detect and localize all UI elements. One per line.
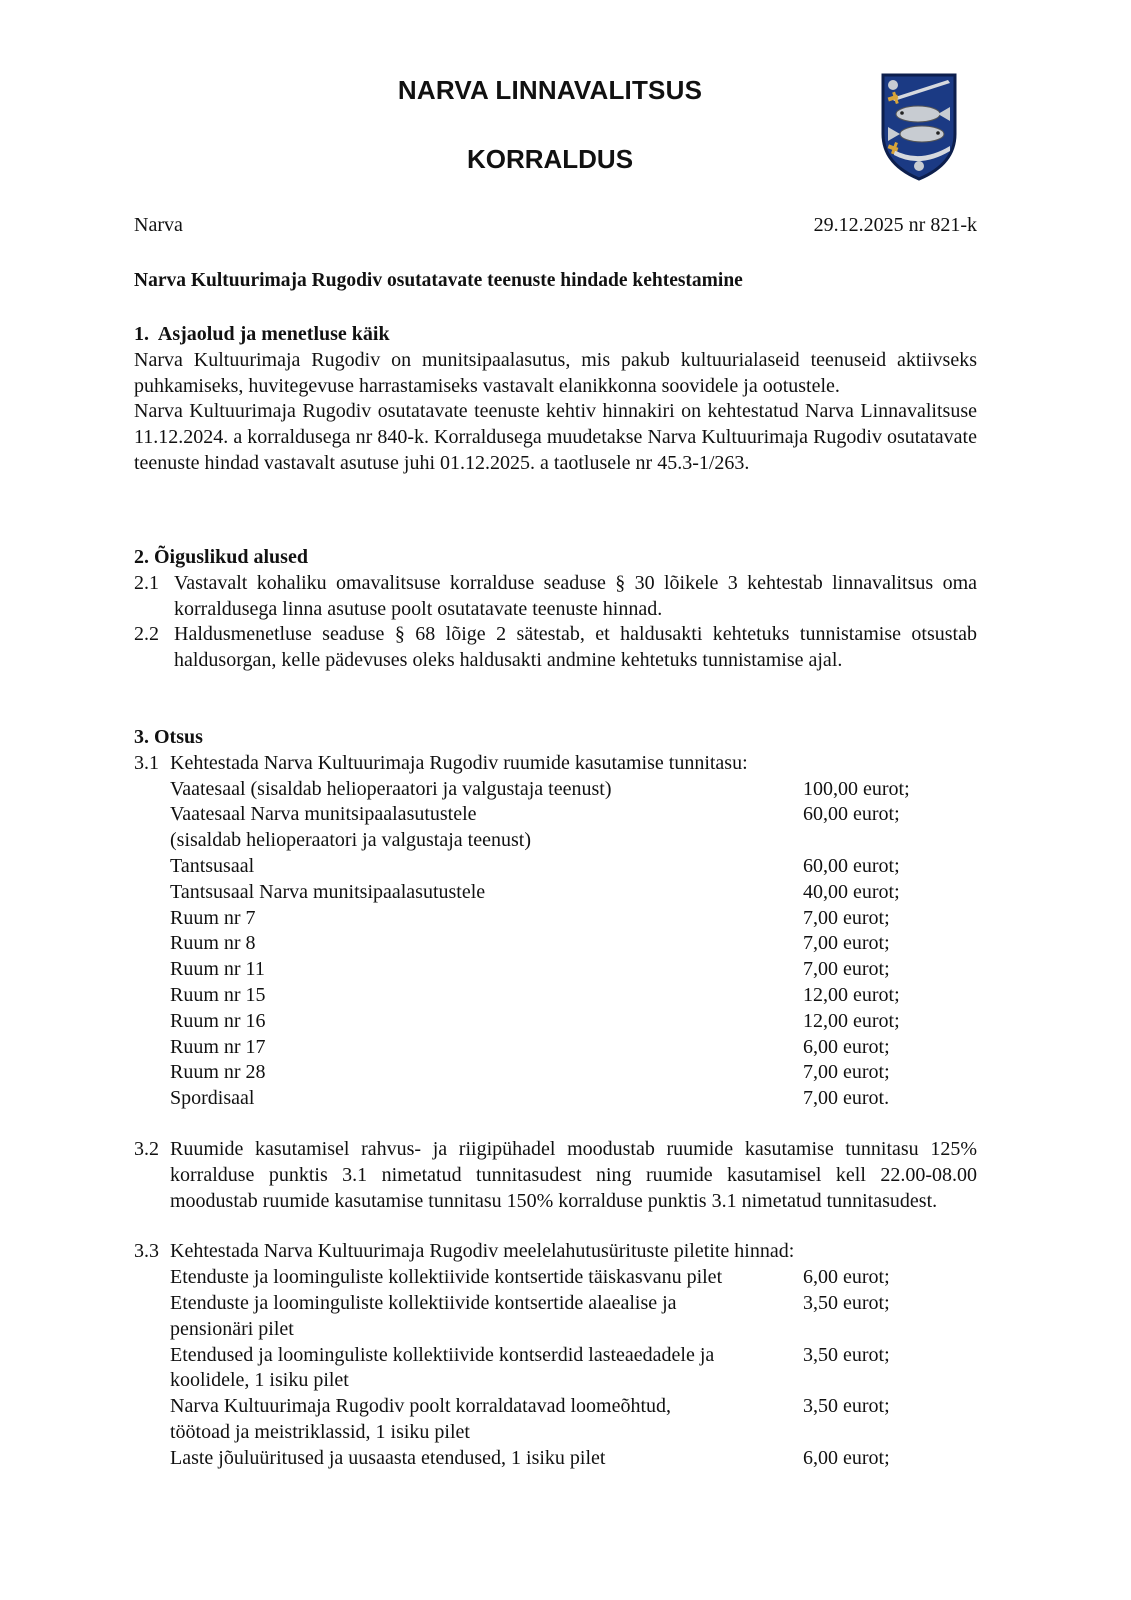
clause-number: 3.3 bbox=[134, 1240, 159, 1263]
room-name: Ruum nr 16 bbox=[170, 1009, 266, 1032]
ticket-type: Etenduste ja loominguliste kollektiivide kontsertide alaealise ja pensionäri pilet bbox=[170, 1291, 677, 1340]
room-price: 100,00 eurot; bbox=[803, 777, 910, 800]
ticket-price: 3,50 eurot; bbox=[803, 1395, 890, 1418]
ticket-price: 6,00 eurot; bbox=[803, 1266, 890, 1289]
price-row bbox=[170, 1446, 977, 1472]
room-name: Tantsusaal bbox=[170, 854, 255, 877]
clause-3-2 bbox=[134, 1137, 977, 1214]
room-price: 7,00 eurot; bbox=[803, 1061, 890, 1084]
ticket-price: 3,50 eurot; bbox=[803, 1291, 890, 1314]
document-place: Narva bbox=[134, 214, 183, 236]
section-3-heading: 3. Otsus bbox=[134, 726, 203, 748]
room-name: Ruum nr 15 bbox=[170, 983, 266, 1006]
price-row bbox=[170, 1291, 977, 1343]
section-2 bbox=[134, 545, 977, 674]
section-1-paragraph: Narva Kultuurimaja Rugodiv on munitsipaalasutus, mis pakub kultuurialaseid teenuseid aktiivseks puhkamiseks, huvitegevuse harrastamiseks vastavalt elanikkonna soovidele ja ootustele. bbox=[134, 348, 977, 397]
price-row bbox=[170, 931, 977, 957]
price-row bbox=[170, 1035, 977, 1061]
clause-text: Ruumide kasutamisel rahvus- ja riigipühadel moodustab ruumide kasutamise tunnitasu 125% korralduse punktis 3.1 nimetatud tunnitasudest ning ruumide kasutamisel kell 22.00-08.00 moodustab ruumide kasutamise tunnitasu 150% korralduse punktis 3.1 nimetatud tunnitasudest. bbox=[170, 1137, 977, 1212]
document-type-title: KORRALDUS bbox=[466, 144, 634, 174]
clause-3-1 bbox=[134, 751, 977, 777]
clause-2-2 bbox=[134, 622, 977, 674]
price-row bbox=[170, 1060, 977, 1086]
section-1-paragraph: Narva Kultuurimaja Rugodiv osutatavate teenuste kehtiv hinnakiri on kehtestatud Narva Linnavalitsuse 11.12.2024. a korraldusega nr 840-k. Korraldusega muudetakse Narva Kultuurimaja Rugodiv osutatavate teenuste hindad vastavalt asutuse juhi 01.12.2025. a taotlusele nr 45.3-1/263. bbox=[134, 400, 977, 474]
clause-text: Kehtestada Narva Kultuurimaja Rugodiv meelelahutusürituste piletite hinnad: bbox=[170, 1240, 795, 1263]
price-row bbox=[170, 802, 977, 854]
section-2-heading: 2. Õiguslikud alused bbox=[134, 546, 308, 568]
room-hourly-rate-table bbox=[170, 777, 977, 1112]
room-name: Ruum nr 7 bbox=[170, 906, 256, 929]
ticket-price: 6,00 eurot; bbox=[803, 1446, 890, 1469]
room-price: 12,00 eurot; bbox=[803, 1009, 900, 1032]
room-name: Tantsusaal Narva munitsipaalasutustele bbox=[170, 880, 486, 903]
section-1-heading: 1. Asjaolud ja menetluse käik bbox=[134, 323, 390, 345]
room-name: Vaatesaal Narva munitsipaalasutustele (sisaldab helioperaatori ja valgustaja teenust) bbox=[170, 803, 531, 852]
price-row bbox=[170, 1086, 977, 1112]
price-row bbox=[170, 983, 977, 1009]
price-row bbox=[170, 957, 977, 983]
clause-2-1 bbox=[134, 571, 977, 623]
clause-3-3 bbox=[134, 1239, 977, 1265]
document-date-number: 29.12.2025 nr 821-k bbox=[813, 214, 977, 236]
room-price: 7,00 eurot; bbox=[803, 906, 890, 929]
room-name: Ruum nr 28 bbox=[170, 1061, 266, 1084]
room-price: 6,00 eurot; bbox=[803, 1035, 890, 1058]
coat-of-arms-icon bbox=[880, 72, 958, 182]
section-1 bbox=[134, 322, 977, 477]
ticket-price-table bbox=[170, 1265, 977, 1471]
document-subject: Narva Kultuurimaja Rugodiv osutatavate teenuste hindade kehtestamine bbox=[134, 270, 743, 291]
price-row bbox=[170, 880, 977, 906]
room-price: 60,00 eurot; bbox=[803, 854, 900, 877]
ticket-type: Etenduste ja loominguliste kollektiivide kontsertide täiskasvanu pilet bbox=[170, 1266, 723, 1289]
ticket-type: Narva Kultuurimaja Rugodiv poolt korraldatavad loomeõhtud, töötoad ja meistriklassid, 1 isiku pilet bbox=[170, 1395, 671, 1443]
room-price: 7,00 eurot. bbox=[803, 1087, 890, 1110]
room-name: Spordisaal bbox=[170, 1087, 255, 1110]
section-3 bbox=[134, 725, 977, 1472]
price-row bbox=[170, 1009, 977, 1035]
clause-number: 2.1 bbox=[134, 571, 159, 594]
room-price: 12,00 eurot; bbox=[803, 983, 900, 1006]
room-price: 7,00 eurot; bbox=[803, 958, 890, 981]
clause-number: 2.2 bbox=[134, 623, 159, 646]
room-name: Ruum nr 8 bbox=[170, 932, 256, 955]
price-row bbox=[170, 854, 977, 880]
room-name: Ruum nr 11 bbox=[170, 958, 265, 981]
price-row bbox=[170, 1394, 977, 1446]
clause-text: Haldusmenetluse seaduse § 68 lõige 2 sätestab, et haldusakti kehtetuks tunnistamise otsustab haldusorgan, kelle pädevuses oleks haldusakti andmine kehtetuks tunnistamise ajal. bbox=[174, 623, 977, 672]
clause-text: Kehtestada Narva Kultuurimaja Rugodiv ruumide kasutamise tunnitasu: bbox=[170, 751, 748, 774]
room-price: 60,00 eurot; bbox=[803, 803, 900, 826]
room-price: 40,00 eurot; bbox=[803, 880, 900, 903]
price-row bbox=[170, 777, 977, 803]
ticket-type: Laste jõuluüritused ja uusaasta etendused, 1 isiku pilet bbox=[170, 1446, 606, 1469]
room-name: Vaatesaal (sisaldab helioperaatori ja valgustaja teenust) bbox=[170, 777, 612, 800]
organization-title: NARVA LINNAVALITSUS bbox=[397, 75, 703, 105]
room-name: Ruum nr 17 bbox=[170, 1035, 266, 1058]
clause-text: Vastavalt kohaliku omavalitsuse korralduse seaduse § 30 lõikele 3 kehtestab linnavalitsus oma korraldusega linna asutuse poolt osutatavate teenuste hinnad. bbox=[174, 571, 977, 620]
ticket-type: Etendused ja loominguliste kollektiivide kontserdid lasteaedadele ja koolidele, 1 isiku pilet bbox=[170, 1343, 715, 1392]
price-row bbox=[170, 906, 977, 932]
ticket-price: 3,50 eurot; bbox=[803, 1343, 890, 1366]
room-price: 7,00 eurot; bbox=[803, 932, 890, 955]
price-row bbox=[170, 1265, 977, 1291]
clause-number: 3.2 bbox=[134, 1137, 159, 1160]
price-row bbox=[170, 1343, 977, 1395]
clause-number: 3.1 bbox=[134, 751, 159, 774]
